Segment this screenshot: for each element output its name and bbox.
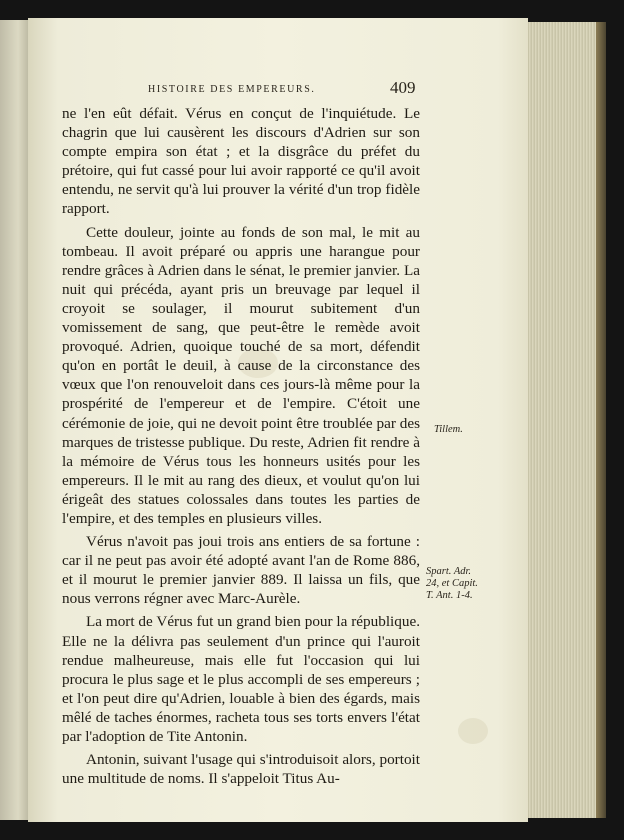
- margin-note-line: T. Ant. 1-4.: [426, 590, 473, 601]
- paragraph: Vérus n'avoit pas joui trois ans entiers de sa fortune : car il ne peut pas avoir été adopté avant l'an de Rome 886, et il mourut le premier janvier 889. Il laissa un fils, que nous verrons régner avec Marc-Aurèle.: [62, 533, 420, 608]
- page-number: 409: [390, 78, 416, 97]
- book-page: [28, 18, 528, 822]
- book-cover-edge: [596, 22, 606, 818]
- page-block-edge: [526, 22, 598, 818]
- facing-page-edge: [0, 20, 30, 820]
- paragraph: ne l'en eût défait. Vérus en conçut de l'inquiétude. Le chagrin que lui causèrent les discours d'Adrien sur son compte empira son état ; et la disgrâce du préfet du prétoire, qui fut cassé pour lui avoir rapporté ce qu'il avoit entendu, ne servit qu'à lui prouver la vérité d'un trop fidèle rapport.: [62, 105, 420, 218]
- running-head: HISTOIRE DES EMPEREURS.: [148, 84, 316, 95]
- paragraph: La mort de Vérus fut un grand bien pour la république. Elle ne la délivra pas seulement d'un prince qui l'auroit rendue malheureuse, mais elle fut l'occasion qui lui procura le plus sage et le plus accompli de ses empereurs ; et l'on peut dire qu'Adrien, louable à bien des égards, mais mêlé de taches énormes, racheta tous ses torts envers l'état par l'adoption de Tite Antonin.: [62, 613, 420, 745]
- margin-note-spart: [426, 566, 526, 602]
- margin-note-line: 24, et Capit.: [426, 578, 478, 589]
- paragraph: Antonin, suivant l'usage qui s'introduisoit alors, portoit une multitude de noms. Il s'appeloit Titus Au-: [62, 751, 420, 788]
- margin-note-tillem: Tillem.: [434, 424, 463, 435]
- margin-note-line: Spart. Adr.: [426, 566, 472, 577]
- page-header: [28, 78, 528, 102]
- paragraph: Cette douleur, jointe au fonds de son mal, le mit au tombeau. Il avoit préparé ou appris une harangue pour rendre grâces à Adrien dans le sénat, le premier janvier. La nuit qui précéda, ayant pris un breuvage par lequel il croyoit se soulager, il mourut subitement d'un vomissement de sang, que peut-être le remède avoit provoqué. Adrien, quoique touché de sa mort, défendit qu'on en portât le deuil, à cause de la circonstance des vœux que l'on renouveloit dans ces jours-là même pour la prospérité de l'empereur et de l'empire. C'étoit une cérémonie de joie, qui ne devoit point être troublée par des marques de tristesse publique. Du reste, Adrien fit rendre à la mémoire de Vérus tous les honneurs usités pour les empereurs. Il le mit au rang des dieux, et voulut qu'on lui érigeât des statues colossales dans toutes les parties de l'empire, et des temples en plusieurs villes.: [62, 223, 420, 527]
- body-text: [62, 104, 420, 788]
- paper-stain: [458, 718, 488, 744]
